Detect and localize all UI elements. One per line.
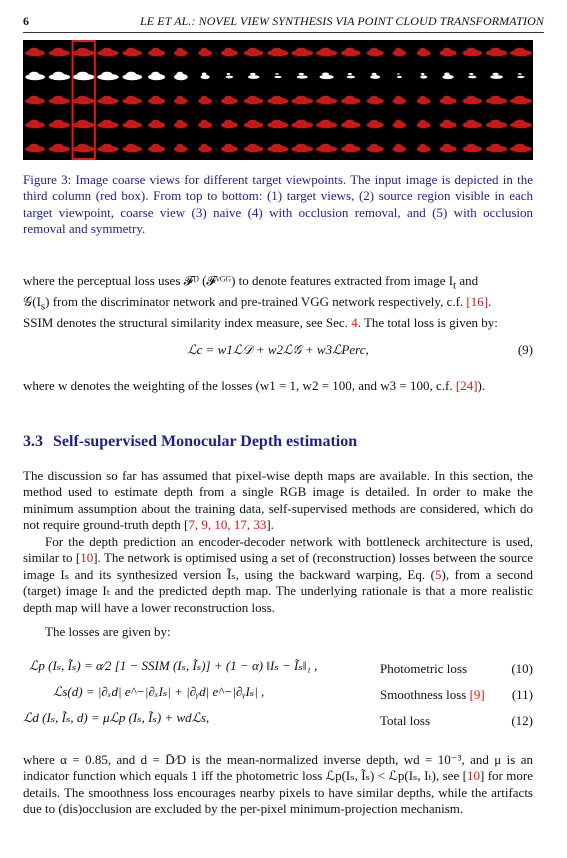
figure-thumbnail — [439, 48, 456, 56]
equation-9-number: (9) — [517, 342, 533, 357]
figure-thumbnail — [97, 96, 118, 104]
figure-thumbnail — [244, 120, 264, 128]
figure-thumbnail — [462, 96, 482, 104]
loss-row-smoothness — [23, 684, 533, 710]
figure-thumbnail — [174, 120, 188, 128]
figure-thumbnail — [122, 144, 142, 152]
figure-thumbnail — [462, 48, 482, 56]
citations-depth[interactable]: 7, 9, 10, 17, 33 — [188, 517, 267, 533]
figure-thumbnail — [73, 48, 95, 56]
figure-thumbnail — [221, 96, 238, 104]
figure-thumbnail — [174, 96, 188, 104]
figure-thumbnail — [462, 144, 482, 152]
figure-thumbnail — [341, 96, 361, 104]
figure-thumbnail — [244, 96, 264, 104]
figure-thumbnail — [393, 144, 407, 152]
figure-thumbnail — [417, 48, 431, 56]
figure-thumbnail — [73, 72, 95, 80]
figure-thumbnail — [244, 48, 264, 56]
figure-thumbnail — [319, 73, 333, 80]
figure-thumbnail — [510, 144, 532, 152]
figure-thumbnail — [486, 96, 507, 104]
figure-thumbnail — [198, 144, 212, 152]
equation-9 — [23, 342, 533, 360]
figure-thumbnail — [370, 73, 380, 79]
loss-row-total — [23, 710, 533, 736]
figure-thumbnail — [25, 72, 45, 80]
figure-thumbnail — [122, 96, 142, 104]
figure-grid-svg — [23, 40, 533, 160]
figure-thumbnail — [198, 48, 212, 56]
section-title: Self-supervised Monocular Depth estimation — [53, 433, 358, 450]
figure-thumbnail — [490, 73, 503, 79]
page-number: 6 — [23, 14, 29, 28]
figure-thumbnail — [122, 48, 142, 56]
loss-equations — [23, 658, 533, 736]
figure-thumbnail — [221, 120, 238, 128]
equation-12-number: (12) — [511, 713, 533, 728]
figure-thumbnail — [49, 96, 70, 104]
figure-thumbnail — [49, 144, 70, 152]
figure-thumbnail — [248, 73, 260, 79]
citation-16[interactable]: [16] — [466, 294, 489, 309]
figure-thumbnail — [49, 120, 70, 128]
figure-thumbnail — [291, 144, 313, 152]
equation-10-number: (10) — [511, 661, 533, 676]
loss-name-total: Total loss — [380, 713, 431, 728]
figure-thumbnail — [226, 73, 233, 78]
citation-9[interactable]: [9] — [469, 687, 485, 702]
figure-thumbnail — [462, 120, 482, 128]
figure-thumbnail — [393, 48, 407, 56]
loss-row-photometric — [23, 658, 533, 684]
figure-thumbnail — [510, 48, 532, 56]
figure-thumbnail — [439, 96, 456, 104]
paragraph-intro-depth: The discussion so far has assumed that pixel-wise depth maps are available. In this section, the method used to estimate depth from a single RGB image is detailed. In order to make the minimum assumption about the training data, self-supervised methods are considered, which do not require ground-truth depth [7, 9, 10, 17, 33]. — [23, 468, 533, 533]
figure-thumbnail — [486, 48, 507, 56]
figure-thumbnail — [25, 48, 45, 56]
figure-thumbnail — [417, 96, 431, 104]
paragraph-encoder-decoder: For the depth prediction an encoder-decoder network with bottleneck architecture is used, similar to [10]. The network is optimised using a set of (reconstruction) losses between the source image Iₛ and its synthesized version Ĩₛ, using the backward warping, Eq. (5), from a second (target) image Iₜ and the predicted depth map. The underlying rationale is that a more realistic depth map will have a lower reconstruction loss. — [23, 534, 534, 615]
equation-ref-5[interactable]: 5 — [435, 566, 442, 582]
loss-equation-12: ℒd (Iₛ, Ĩₛ, d) = μℒp (Iₛ, Ĩₛ) + wdℒs, — [23, 710, 210, 725]
figure-thumbnail — [25, 120, 45, 128]
figure-thumbnail — [198, 96, 212, 104]
loss-equation-10: ℒp (Iₛ, Ĩₛ) = α⁄2 [1 − SSIM (Iₛ, Ĩₛ)] + (1 − α) ‖Iₛ − Ĩₛ‖₁ , — [29, 658, 318, 673]
paragraph-weights: where w denotes the weighting of the losses (w1 = 1, w2 = 100, and w3 = 100, c.f. [24]). — [23, 378, 486, 393]
figure-thumbnail — [417, 144, 431, 152]
figure-thumbnail — [97, 48, 118, 56]
figure-thumbnail — [316, 120, 337, 128]
figure-thumbnail — [341, 120, 361, 128]
figure-thumbnail — [25, 144, 45, 152]
figure-caption: Figure 3: Image coarse views for different target viewpoints. The input image is depicted in the third column (red box). From top to bottom: (1) target views, (2) source region visible in each target viewpoint, coarse view (3) naive (4) with occlusion removal, and (5) with occlusion removal and symmetry. — [23, 172, 533, 237]
paragraph-loss-details: where α = 0.85, and d = D̄⁄D is the mean-normalized inverse depth, wd = 10⁻³, and μ is an indicator function which equals 1 iff the photometric loss ℒp(Iₛ, Ĩₛ) < ℒp(Iₛ, Iₜ), see [10] for more details. The smoothness loss encourages nearby pixels to have similar depths, while the artifacts due to (dis)occlusion are excluded by the per-pixel minimum-projection mechanism. — [23, 752, 534, 817]
figure-thumbnail — [420, 73, 427, 79]
figure-thumbnail — [148, 72, 165, 80]
figure-thumbnail — [367, 144, 384, 152]
figure-thumbnail — [442, 73, 453, 80]
figure-thumbnail — [198, 120, 212, 128]
figure-thumbnail — [122, 72, 142, 80]
figure-thumbnail — [274, 73, 281, 78]
equation-11-number: (11) — [511, 687, 533, 702]
figure-thumbnail — [367, 96, 384, 104]
figure-thumbnail — [291, 96, 313, 104]
loss-name-photometric: Photometric loss — [380, 661, 468, 676]
citation-24[interactable]: [24] — [455, 378, 478, 393]
header-rule — [23, 32, 544, 33]
loss-equation-11: ℒs(d) = |∂ₓd| e^−|∂ₓIₛ| + |∂ᵧd| e^−|∂ᵧIₛ| , — [53, 684, 265, 699]
figure-thumbnail — [174, 72, 188, 80]
section-number: 3.3 — [23, 433, 43, 450]
figure-thumbnail — [73, 120, 95, 128]
figure-thumbnail — [291, 48, 313, 56]
figure-thumbnail — [73, 144, 95, 152]
figure-thumbnail — [417, 120, 431, 128]
running-header — [23, 14, 544, 30]
paragraph-perceptual-loss: where the perceptual loss uses 𝓕ᴰ (𝓕ᵛᴳᴳ) to denote features extracted from image $I_t$ and $𝒢(I_s)$ from the discriminator network and pre-trained VGG network respectively, c.f. [16]. SSIM denotes the structural similarity index measure, see Sec. 4. The total loss is given by: — [23, 273, 498, 330]
figure-thumbnail — [267, 120, 288, 128]
citation-10[interactable]: 10 — [80, 550, 94, 566]
figure-thumbnail — [367, 48, 384, 56]
figure-thumbnail — [439, 144, 456, 152]
figure-thumbnail — [517, 73, 525, 78]
figure-thumbnail — [341, 144, 361, 152]
figure-thumbnail — [316, 144, 337, 152]
loss-name-smoothness: Smoothness loss [9] — [380, 687, 485, 702]
figure-thumbnail — [49, 72, 70, 80]
section-heading — [23, 433, 357, 451]
figure-thumbnail — [73, 96, 95, 104]
section-ref-4[interactable]: 4 — [351, 315, 358, 330]
running-title: LE ET AL.: NOVEL VIEW SYNTHESIS VIA POINT CLOUD TRANSFORMATION — [139, 14, 544, 28]
figure-thumbnail — [174, 48, 188, 56]
figure-thumbnail — [486, 144, 507, 152]
equation-9-body: ℒc = w1ℒ𝒟 + w2ℒ𝒢 + w3ℒPerc, — [187, 342, 369, 357]
figure-thumbnail — [201, 73, 210, 80]
figure-thumbnail — [297, 73, 308, 79]
figure-thumbnail — [316, 96, 337, 104]
figure-thumbnail — [486, 120, 507, 128]
figure-thumbnail — [347, 73, 355, 78]
figure-thumbnail — [25, 96, 45, 104]
figure-thumbnail — [148, 48, 165, 56]
figure-thumbnail — [244, 144, 264, 152]
figure-thumbnail — [148, 144, 165, 152]
figure-thumbnail — [316, 48, 337, 56]
figure-thumbnail — [367, 120, 384, 128]
figure-thumbnail — [221, 48, 238, 56]
figure-thumbnail — [49, 48, 70, 56]
figure-thumbnail — [397, 73, 402, 78]
figure-thumbnail — [291, 120, 313, 128]
figure-thumbnail — [393, 96, 407, 104]
figure-thumbnail — [174, 144, 188, 152]
figure-thumbnail — [439, 120, 456, 128]
figure-thumbnail — [341, 48, 361, 56]
figure-thumbnail — [97, 144, 118, 152]
figure-thumbnail — [122, 120, 142, 128]
figure-thumbnail — [148, 96, 165, 104]
paragraph-losses-intro: The losses are given by: — [45, 624, 171, 639]
citation-10-b[interactable]: 10 — [466, 768, 480, 784]
figure-thumbnail — [510, 96, 532, 104]
figure-thumbnail — [267, 96, 288, 104]
figure-thumbnail — [267, 144, 288, 152]
figure-thumbnail — [148, 120, 165, 128]
figure-thumbnail — [510, 120, 532, 128]
figure-thumbnail — [221, 144, 238, 152]
figure-3-image-grid — [23, 40, 533, 160]
figure-thumbnail — [393, 120, 407, 128]
figure-thumbnail — [468, 73, 476, 78]
figure-thumbnail — [97, 72, 118, 80]
figure-thumbnail — [267, 48, 288, 56]
figure-thumbnail — [97, 120, 118, 128]
